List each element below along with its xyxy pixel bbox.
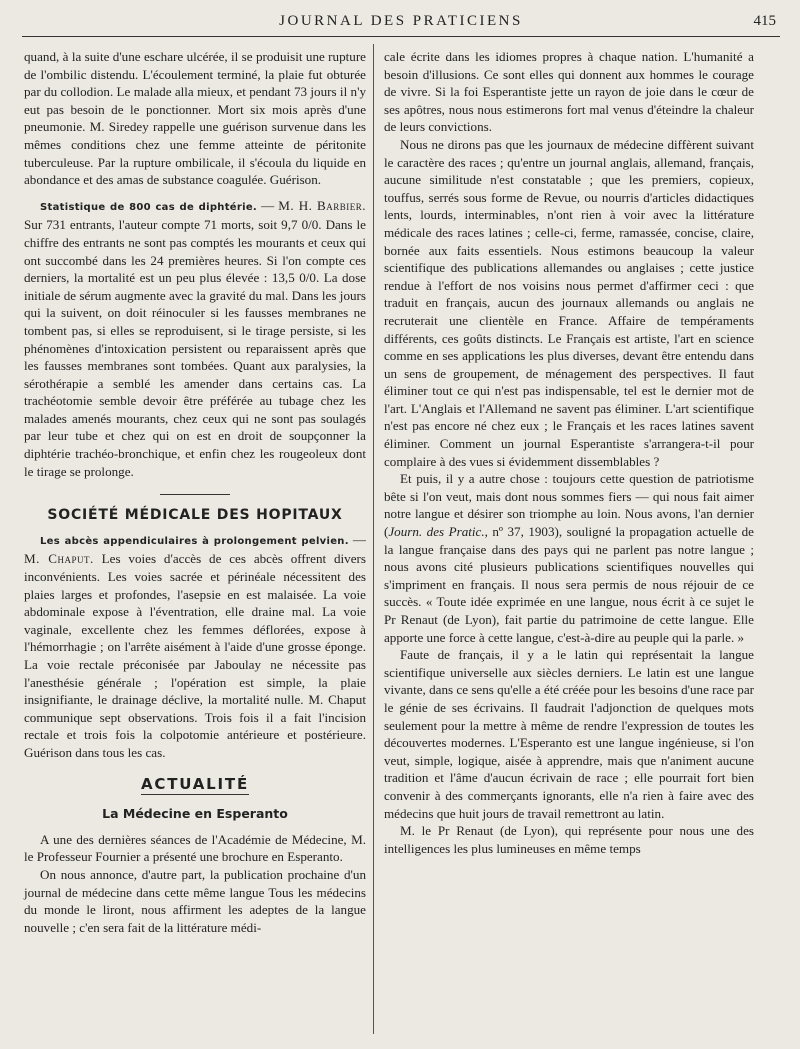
running-head bbox=[22, 8, 780, 34]
statistique-kicker: Statistique de 800 cas de diphtérie. bbox=[40, 201, 258, 213]
statistique-paragraph: Statistique de 800 cas de diphtérie. — M. H. Barbier. Sur 731 entrants, l'auteur compte 71 morts, soit 9,7 0/0. Dans le chiffre des entrants ne sont pas comptés les mourants et ceux qui ont succombé dans les 24 premières heures. Si l'on compte ces derniers, la mortalité est un peu plus élevée : 13,5 0/0. La dose initiale de sérum augmente avec la gravité du mal. Dans les jours qui la suivent, on doit réinoculer si les fausses membranes ne tombent pas, si elles se reproduisent, si le tirage persiste, si les phénomènes d'intoxication persistent ou reparaissent après que les fausses membranes sont tombées. Quant aux paralysies, la sérothérapie a semblé les amender dans certains cas. La trachéotomie semble devoir être préférée au tubage chez les malades amenés mourants, chez ceux qui ne sont pas soulagés par leur tube et chez qui on est en droit de soupçonner la diphtérie trachéo-bronchique, et enfin chez les rougeoleux dont le tirage se prolonge. bbox=[24, 197, 366, 479]
esperanto-heading: La Médecine en Esperanto bbox=[102, 806, 288, 822]
actualite-heading-text: ACTUALITÉ bbox=[141, 774, 249, 793]
abces-author: M. Chaput. bbox=[24, 551, 94, 567]
right-column bbox=[384, 48, 754, 857]
intro-paragraph: quand, à la suite d'une eschare ulcérée, il se produisit une rupture de l'ombilic distendu. L'écoulement terminé, la plaie fut obturée par du collodion. Le malade alla mieux, et pendant 73 jours il n'y eut pas besoin de le ponctionner. Mort six mois après d'une pneumonie. M. Siredey rappelle une guérison survenue dans les mêmes conditions chez une femme atteinte de péritonite tuberculeuse. Par la rupture ombilicale, il s'écoula du liquide en abondance et des amas de substance coagulée. Guérison. bbox=[24, 49, 366, 188]
header-rule bbox=[22, 36, 780, 37]
right-paragraph-2: Nous ne dirons pas que les journaux de médecine diffèrent suivant le caractère des races ; qu'entre un journal anglais, allemand, français, aucune similitude n'est constatable ; que les premiers, copieux, touffus, serrés sous forme de Revue, ou nourris d'articles didactiques lents, lourds, interminables, n'ont rien à voir avec la littérature médicale des races latines ; celle-ci, ferme, ramassée, concise, claire, bornée aux faits essentiels. Nous estimons beaucoup la valeur scientifique des publications allemandes ou anglaises ; cette justice rendue à l'effort de nos voisins nous permet d'affirmer ceci : que traduit en français, aucun des journaux allemands ou anglais ne recruterait une clientèle en France. Affaire de tempéraments différents, ces goûts distincts. Le Français est artiste, l'art en science comme en ses applications les plus diverses, devant être entendu dans un sens de groupement, de ménagement des perspectives. Il faut éliminer tout ce qui n'est pas indispensable, tel est le dernier mot de l'art. L'Anglais et l'Allemand ne savent pas éliminer. L'art scientifique n'est pas encore né chez eux ; le Français et les races latines savent éliminer. Comment un journal Esperantiste s'arrangera-t-il pour complaire à des vues si évidemment dissemblables ? bbox=[384, 136, 754, 469]
right-paragraph-3 bbox=[384, 470, 754, 646]
esperanto-paragraph-2: On nous annonce, d'autre part, la publication prochaine d'un journal de médecine dans cette même langue Tous les médecins du monde le liront, nous affirment les adeptes de la langue nouvelle ; c'en sera fait de la littérature médi- bbox=[24, 866, 366, 935]
abces-kicker: Les abcès appendiculaires à prolongement pelvien. bbox=[40, 535, 349, 547]
abces-body: Les voies d'accès de ces abcès offrent divers inconvénients. Les voies sacrée et périnéale nécessitent des plaies larges et profondes, l'asepsie en est malaisée. La voie abdominale expose à l'éventration, elle draine mal. La voie vaginale, excellente chez les femmes déflorées, expose à l'hémorrhagie ; on l'arrête aisément à l'aide d'une grosse éponge. La voie rectale préconisée par Jaboulay ne nécessite pas l'anesthésie générale ; l'opération est simple, la plaie insignifiante, le drainage déclive, la mortalité nulle. M. Chaput communique sept observations. Trois fois il a fait l'incision rectale et trois fois la colpotomie antérieure et postérieure. Guérison dans tous les cas. bbox=[24, 551, 366, 760]
section-separator bbox=[160, 494, 230, 495]
page-number: 415 bbox=[753, 13, 776, 29]
right-paragraph-5: M. le Pr Renaut (de Lyon), qui représente pour nous une des intelligences les plus lumineuses en même temps bbox=[384, 823, 754, 856]
right-paragraph-3b: , nº 37, 1903), souligné la propagation actuelle de la langue française dans des pays qui ne parlent pas notre langue ; nous avons cité plusieurs publications scientifiques nouvelles qui s'impriment en français. Il nous sera permis de nous réjouir de ce succès. « Toute idée exprimée en une langue, nous écrit à ce sujet le Pr Renaut (de Lyon), fait partie du patrimoine de cette langue. Elle apporte une force à cette langue, c'est-à-dire au peuple qui la parle. » bbox=[384, 524, 754, 645]
abces-paragraph: Les abcès appendiculaires à prolongement pelvien. — M. Chaput. Les voies d'accès de ces abcès offrent divers inconvénients. Les voies sacrée et périnéale nécessitent des plaies larges et profondes, l'asepsie en est malaisée. La voie abdominale expose à l'éventration, elle draine mal. La voie vaginale, excellente chez les femmes déflorées, expose à l'hémorrhagie ; on l'arrête aisément à l'aide d'une grosse éponge. La voie rectale préconisée par Jaboulay ne nécessite pas l'anesthésie générale ; l'opération est simple, la plaie insignifiante, le drainage déclive, la mortalité nulle. M. Chaput communique sept observations. Trois fois il a fait l'incision rectale et trois fois la colpotomie antérieure et postérieure. Guérison dans tous les cas. bbox=[24, 531, 366, 760]
statistique-body: Sur 731 entrants, l'auteur compte 71 morts, soit 9,7 0/0. Dans le chiffre des entrants ne sont pas comptés les mourants et ceux qui ont succombé dans les 24 premières heures. Si l'on compte ces derniers, la mortalité est un peu plus élevée : 13,5 0/0. La dose initiale de sérum augmente avec la gravité du mal. Dans les jours qui la suivent, on doit réinoculer si les fausses membranes ne tombent pas, si elles se reproduisent, si le tirage persiste, si les phénomènes d'intoxication persistent ou reparaissent après que les fausses membranes sont tombées. Quant aux paralysies, la sérothérapie a semblé les amender dans certains cas. La trachéotomie semble devoir être préférée au tubage chez les malades amenés mourants, chez ceux qui ne sont pas soulagés par leur tube et chez qui on est en droit de soupçonner la diphtérie trachéo-bronchique, et enfin chez les rougeoleux dont le tirage se prolonge. bbox=[24, 217, 366, 479]
actualite-heading bbox=[24, 776, 366, 794]
societe-heading: SOCIÉTÉ MÉDICALE DES HOPITAUX bbox=[47, 507, 343, 524]
journal-title: JOURNAL DES PRATICIENS bbox=[279, 13, 523, 29]
right-paragraph-4: Faute de français, il y a le latin qui représentait la langue scientifique universelle aux siècles derniers. Le latin est une langue vivante, dans ce sens qu'elle a été créée pour les besoins d'une race par le génie de ses écrivains. Il faudrait l'adjonction de quelques mots seulement pour la mettre à même de rendre l'expression de toutes les découvertes modernes. L'Esperanto est une langue ingénieuse, si l'on veut, simple, logique, aisée à apprendre, mais que n'animent aucune tradition et l'âme d'aucun écrivain de race ; elle pourrait fort bien convenir à des commerçants ignorants, elle n'a rien à faire avec des médecins que huit jours de travail remettront au latin. bbox=[384, 647, 754, 821]
statistique-author: M. H. Barbier. bbox=[278, 197, 366, 213]
journal-reference: Journ. des Pratic. bbox=[388, 524, 485, 540]
right-paragraph-1: cale écrite dans les idiomes propres à chaque nation. L'humanité a besoin d'illusions. Ce sont elles qui donnent aux hommes le courage de vivre. Si la foi Esperantiste jette un rayon de joie dans le cœur de ses apôtres, nous nous estimerons fort mal venus d'éteindre la chaleur de leurs convictions. bbox=[384, 49, 754, 135]
esperanto-paragraph-1: A une des dernières séances de l'Académie de Médecine, M. le Professeur Fournier a présenté une brochure en Esperanto. bbox=[24, 831, 366, 865]
column-divider bbox=[373, 44, 374, 1034]
right-paragraph-3a: Et puis, il y a autre chose : toujours cette question de patriotisme bête si l'on veut, mais dont nous sommes fiers — qui nous fait aimer notre langue et désirer son triomphe au loin. Nous avons, l'an dernier ( bbox=[384, 471, 754, 540]
left-column bbox=[24, 48, 366, 936]
